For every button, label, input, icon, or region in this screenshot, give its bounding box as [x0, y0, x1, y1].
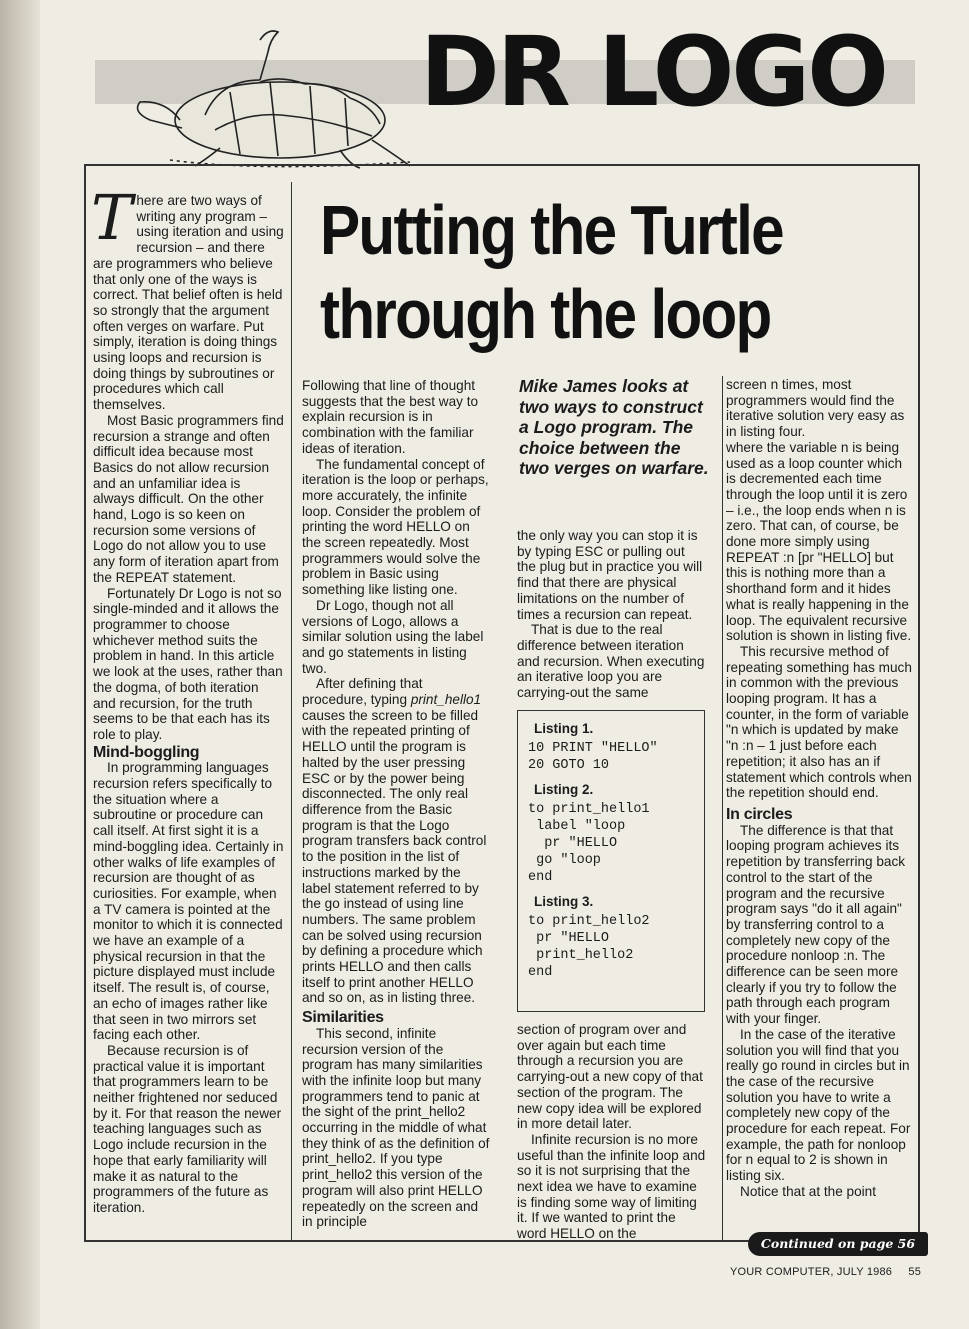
- subheading: Similarities: [302, 1009, 384, 1027]
- paragraph: In the case of the iterative solution you will find that you really go round in circles but in the case of the recursive solution you have to write a completely new copy of the procedure for each repeat. For example, the path for nonloop for n equal to 2 is shown in listing six.: [726, 1026, 911, 1184]
- listing-title: Listing 1.: [534, 721, 594, 736]
- paragraph: The fundamental concept of iteration is the loop or perhaps, more accurately, the infinite loop. Consider the problem of printing the word HELLO on the screen repeatedly. Most programmers would solve the problem in Basic using something like listing one.: [302, 456, 489, 598]
- headline-line-2: through the loop: [320, 275, 771, 353]
- paragraph-text: causes the screen to be filled with the repeated printing of HELLO until the program is halted by the user pressing ESC or by the power being disconnected. The only real difference from the Basic program is that the Logo program transfers back control to the position in the list of instructions marked by the label statement referred to by the go instead of using line numbers. The same problem can be solved using recursion by defining a procedure which prints HELLO and then calls itself to print another HELLO and so on, as in listing three.: [302, 707, 487, 1006]
- paragraph: The difference is that that looping program achieves its repetition by transferring back control to the start of the program and the recursive program says "do it all again" by transferring control to a completely new copy of the procedure nonloop :n. The difference can be seen more clearly if you try to follow the path through each program with your finger.: [726, 822, 906, 1027]
- listing-title: Listing 3.: [534, 894, 594, 909]
- paragraph: Because recursion is of practical value it is important that programmers learn to be neither frightened nor seduced by it. For that reason the newer teaching languages such as Logo include recursion in the hope that early familiarity will make it as natural to the programmers of the future as iteration.: [93, 1042, 282, 1215]
- paragraph: Infinite recursion is no more useful than the infinite loop and so it is not surprising that the next idea we have to examine is finding some way of limiting it. If we wanted to print the word HELLO on the: [517, 1131, 706, 1242]
- paragraph: This second, infinite recursion version of the program has many similarities with the infinite loop but many programmers tend to panic at the sight of the print_hello2 occurring in the middle of what they think of as the definition of print_hello2. If you type print_hello2 this version of the program will also print HELLO repeatedly on the screen and in principle: [302, 1025, 490, 1230]
- paragraph: screen n times, most programmers would find the iterative solution very easy as in listing four.: [726, 377, 905, 440]
- column-4: [726, 377, 914, 1200]
- paragraph-text: After defining that procedure, typing: [302, 676, 423, 708]
- paragraph: where the variable n is being used as a loop counter which is decremented each time through the loop until it is zero – i.e., the loop ends when n is zero. That can, of course, be done more simply using REPEAT :n [pr "HELLO] but this is nothing more than a shorthand form and it hides what is really happening in the loop. The equivalent recursive solution is shown in listing five.: [726, 439, 912, 644]
- code-term: print_hello1: [410, 692, 482, 708]
- turtle-illustration: [110, 20, 440, 170]
- listing-title: Listing 2.: [534, 782, 594, 797]
- paragraph: Following that line of thought suggests that the best way to explain recursion is in combination with the familiar ideas of iteration.: [302, 378, 479, 456]
- column-1: [91, 181, 284, 1216]
- page-footer: YOUR COMPUTER, JULY 1986 55: [730, 1266, 922, 1278]
- page-binding-shadow: [0, 0, 40, 1329]
- listing-code: to print_hello1 label "loop pr "HELLO go "loop end: [528, 802, 650, 885]
- paragraph: In programming languages recursion refers specifically to the situation where a subroutine or procedure can call itself. At first sight it is a mind-boggling idea. Certainly in other walks of life examples of recursion are thought of as curiosities. For example, when a TV camera is pointed at the monitor to which it is connected we have an example of a physical recursion in that the picture displayed must include itself. The result is, of course, an echo of images rather like that seen in two mirrors set facing each other.: [93, 760, 284, 1043]
- subheading: In circles: [726, 805, 793, 823]
- column-3-bottom: [517, 1022, 707, 1242]
- column-2: [302, 378, 490, 1230]
- column-rule: [722, 376, 723, 1240]
- listing-code: to print_hello2 pr "HELLO print_hello2 end: [528, 914, 650, 980]
- listings-box: [517, 710, 705, 1012]
- paragraph: Dr Logo, though not all versions of Logo, allows a similar solution using the label and go statements in listing two.: [302, 597, 484, 676]
- paragraph: [302, 676, 490, 1006]
- subheading: Mind-boggling: [93, 743, 200, 761]
- paragraph-text: here are two ways of writing any program – using iteration and using recursion – and there are programmers who believe that only one of the ways is correct. That belief often is held so strongly that the argument often verges on warfare. Put simply, iteration is doing things using loops and recursion is doing things by subroutines or procedures which call themselves.: [93, 193, 284, 413]
- paragraph: section of program over and over again but each time through a recursion you are carrying-out a new copy of that section of the program. The new copy idea will be explored in more detail later.: [517, 1022, 703, 1132]
- headline: [320, 188, 819, 356]
- column-3-top: [517, 528, 707, 701]
- paragraph: This recursive method of repeating something has much in common with the previous looping program. It has a counter, in the form of variable "n which is updated by make "n :n – 1 just before each repetition; it also has an if statement which controls when the repetition should end.: [726, 643, 912, 801]
- paragraph: That is due to the real difference between iteration and recursion. When executing an iterative loop you are carrying-out the same: [517, 622, 705, 701]
- paragraph: Fortunately Dr Logo is not so single-minded and it allows the programmer to choose whichever method suits the problem in hand. In this article we look at the uses, rather than the dogma, of both iteration and recursion, for the truth seems to be that each has its role to play.: [93, 585, 283, 742]
- paragraph: [91, 181, 284, 413]
- column-rule: [291, 182, 292, 1240]
- masthead-title: DR LOGO: [420, 16, 886, 128]
- paragraph: Most Basic programmers find recursion a strange and often difficult idea because most Basics do not allow recursion and an unfamiliar idea is always difficult. On the other hand, Logo is so keen on recursion some versions of Logo do not allow you to use any form of iteration apart from the REPEAT statement.: [93, 412, 284, 585]
- paragraph: Notice that at the point: [740, 1183, 877, 1199]
- standfirst: Mike James looks at two ways to construct a Logo program. The choice between the two verges on warfare.: [519, 376, 709, 479]
- listing-code: 10 PRINT "HELLO" 20 GOTO 10: [528, 741, 658, 773]
- drop-cap: T: [91, 181, 133, 254]
- continued-banner: Continued on page 56: [748, 1232, 928, 1256]
- paragraph: the only way you can stop it is by typing ESC or pulling out the plug but in practice you will find that there are physical limitations on the number of times a recursion can repeat.: [517, 528, 703, 622]
- headline-line-1: Putting the Turtle: [320, 191, 783, 269]
